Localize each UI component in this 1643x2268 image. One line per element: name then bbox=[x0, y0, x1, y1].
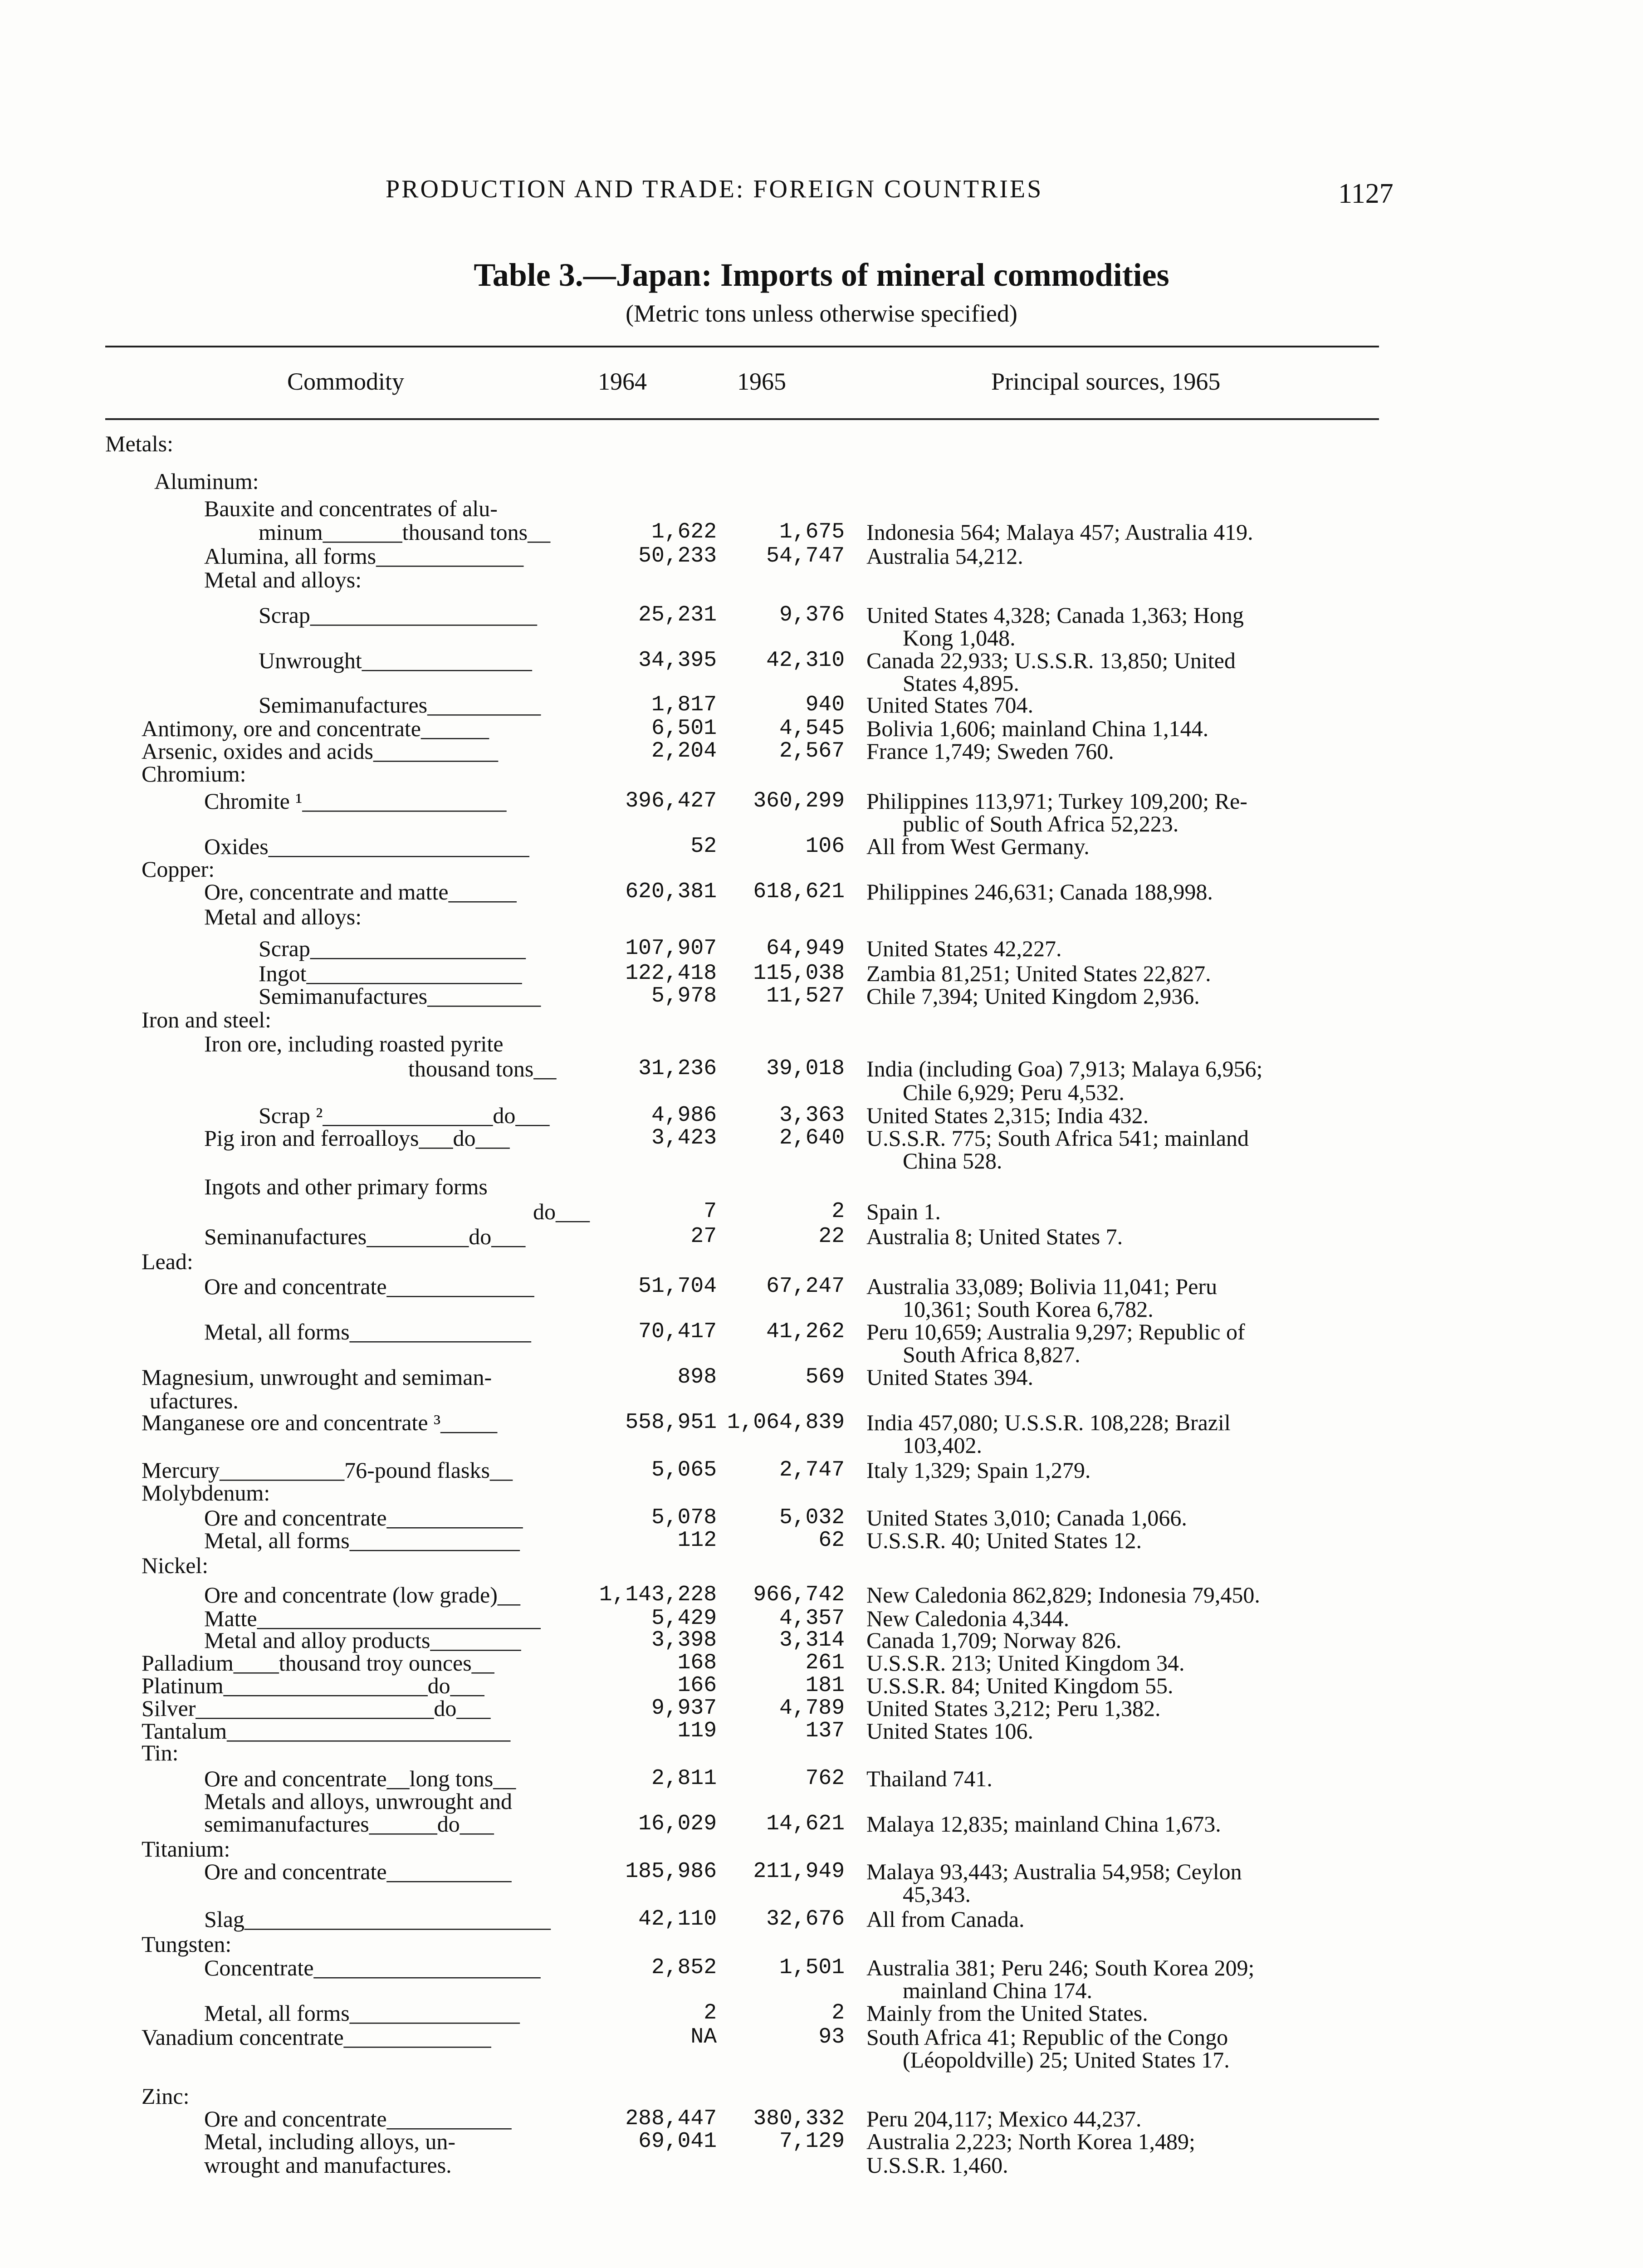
row-value-1965: 62 bbox=[818, 1528, 845, 1553]
row-commodity: Ore and concentrate_____________ bbox=[204, 1274, 534, 1299]
row-commodity: ufactures. bbox=[150, 1388, 239, 1413]
row-commodity: Antimony, ore and concentrate______ bbox=[142, 716, 489, 741]
row-commodity: Arsenic, oxides and acids___________ bbox=[142, 738, 498, 764]
row-principal-sources: France 1,749; Sweden 760. bbox=[866, 738, 1114, 764]
row-value-1965: 32,676 bbox=[766, 1907, 845, 1931]
row-value-1964: 119 bbox=[677, 1719, 717, 1743]
row-principal-sources: public of South Africa 52,223. bbox=[903, 811, 1179, 836]
row-value-1965: 115,038 bbox=[753, 961, 845, 986]
row-commodity: Metal, all forms_______________ bbox=[204, 2000, 520, 2026]
row-commodity: minum_______thousand tons__ bbox=[259, 519, 551, 545]
row-principal-sources: (Léopoldville) 25; United States 17. bbox=[903, 2047, 1230, 2072]
row-value-1965: 762 bbox=[805, 1766, 845, 1791]
row-value-1965: 54,747 bbox=[766, 544, 845, 568]
table-row bbox=[0, 1882, 1643, 1906]
row-commodity: Lead: bbox=[142, 1249, 193, 1274]
row-principal-sources: All from West Germany. bbox=[866, 834, 1090, 859]
row-value-1965: 22 bbox=[818, 1224, 845, 1249]
row-principal-sources: United States 2,315; India 432. bbox=[866, 1103, 1149, 1128]
row-value-1964: 558,951 bbox=[625, 1410, 717, 1435]
row-commodity: Pig iron and ferroalloys___do___ bbox=[204, 1125, 510, 1151]
row-value-1964: 2,204 bbox=[651, 739, 717, 763]
row-commodity: Scrap ²_______________do___ bbox=[259, 1103, 550, 1128]
row-value-1965: 569 bbox=[805, 1365, 845, 1389]
table-row bbox=[0, 1719, 1643, 1743]
table-row bbox=[0, 649, 1643, 672]
table-row bbox=[0, 1651, 1643, 1675]
table-row bbox=[0, 2153, 1643, 2177]
row-principal-sources: All from Canada. bbox=[866, 1906, 1025, 1932]
row-commodity: Seminanufactures_________do___ bbox=[204, 1224, 526, 1249]
row-commodity: Concentrate____________________ bbox=[204, 1955, 541, 1980]
table-row bbox=[0, 717, 1643, 740]
row-commodity: semimanufactures______do___ bbox=[204, 1811, 494, 1837]
row-principal-sources: Zambia 81,251; United States 22,827. bbox=[866, 961, 1211, 986]
row-value-1965: 2,640 bbox=[779, 1126, 845, 1150]
row-principal-sources: India 457,080; U.S.S.R. 108,228; Brazil bbox=[866, 1410, 1231, 1435]
row-commodity: Magnesium, unwrought and semiman- bbox=[142, 1364, 492, 1390]
row-value-1964: 34,395 bbox=[638, 648, 717, 673]
table-row bbox=[0, 1907, 1643, 1931]
row-value-1964: 70,417 bbox=[638, 1320, 717, 1344]
table-row bbox=[0, 626, 1643, 650]
table-row bbox=[0, 1008, 1643, 1031]
table-row bbox=[0, 1057, 1643, 1080]
row-commodity: Ingots and other primary forms bbox=[204, 1174, 488, 1199]
table-row bbox=[0, 520, 1643, 544]
row-value-1965: 9,376 bbox=[779, 603, 845, 627]
table-row bbox=[0, 1250, 1643, 1273]
table-row bbox=[0, 2001, 1643, 2025]
row-value-1964: 51,704 bbox=[638, 1274, 717, 1299]
row-principal-sources: Chile 7,394; United Kingdom 2,936. bbox=[866, 983, 1200, 1009]
table-row bbox=[0, 1149, 1643, 1173]
table-row bbox=[0, 1126, 1643, 1150]
row-value-1964: 2,852 bbox=[651, 1955, 717, 1980]
table-row bbox=[0, 1200, 1643, 1223]
table-row bbox=[0, 835, 1643, 858]
row-commodity: Ore and concentrate (low grade)__ bbox=[204, 1582, 520, 1608]
row-principal-sources: Philippines 246,631; Canada 188,998. bbox=[866, 879, 1213, 904]
row-commodity: Metal and alloy products________ bbox=[204, 1628, 521, 1653]
table-row bbox=[0, 789, 1643, 813]
table-row bbox=[0, 2107, 1643, 2131]
row-value-1964: 6,501 bbox=[651, 716, 717, 741]
row-value-1964: 122,418 bbox=[625, 961, 717, 986]
table-row bbox=[0, 962, 1643, 985]
table-row bbox=[0, 1411, 1643, 1434]
table-row bbox=[0, 880, 1643, 904]
row-value-1965: 137 bbox=[805, 1719, 845, 1743]
row-commodity: Alumina, all forms_____________ bbox=[204, 543, 524, 569]
row-principal-sources: States 4,895. bbox=[903, 670, 1019, 696]
row-value-1965: 4,357 bbox=[779, 1606, 845, 1631]
table-row bbox=[0, 1343, 1643, 1366]
row-commodity: wrought and manufactures. bbox=[204, 2152, 452, 2178]
row-commodity: Ore and concentrate__long tons__ bbox=[204, 1766, 516, 1791]
row-commodity: Tungsten: bbox=[142, 1931, 232, 1957]
row-value-1964: 185,986 bbox=[625, 1859, 717, 1884]
row-commodity: Ore and concentrate___________ bbox=[204, 1859, 512, 1884]
row-principal-sources: Thailand 741. bbox=[866, 1766, 993, 1791]
row-commodity: Metal, all forms_______________ bbox=[204, 1528, 520, 1553]
row-value-1964: 396,427 bbox=[625, 789, 717, 813]
header-1964: 1964 bbox=[598, 368, 647, 395]
row-principal-sources: Malaya 93,443; Australia 54,958; Ceylon bbox=[866, 1859, 1242, 1884]
row-commodity: Ore and concentrate___________ bbox=[204, 2106, 512, 2131]
row-principal-sources: Australia 33,089; Bolivia 11,041; Peru bbox=[866, 1274, 1218, 1299]
row-value-1965: 1,501 bbox=[779, 1955, 845, 1980]
row-value-1965: 261 bbox=[805, 1651, 845, 1675]
table-row bbox=[0, 432, 1643, 455]
row-commodity: Chromium: bbox=[142, 761, 246, 787]
row-value-1965: 1,675 bbox=[779, 520, 845, 544]
row-value-1965: 41,262 bbox=[766, 1320, 845, 1344]
row-principal-sources: India (including Goa) 7,913; Malaya 6,956; bbox=[866, 1056, 1263, 1081]
row-value-1965: 67,247 bbox=[766, 1274, 845, 1299]
row-principal-sources: United States 704. bbox=[866, 692, 1034, 718]
row-commodity: Zinc: bbox=[142, 2083, 190, 2109]
table-row bbox=[0, 544, 1643, 568]
row-principal-sources: South Africa 41; Republic of the Congo bbox=[866, 2024, 1228, 2050]
row-commodity: Chromite ¹__________________ bbox=[204, 788, 507, 814]
table-row bbox=[0, 905, 1643, 929]
row-value-1964: 16,029 bbox=[638, 1812, 717, 1836]
row-commodity: Vanadium concentrate_____________ bbox=[142, 2024, 491, 2050]
row-principal-sources: Kong 1,048. bbox=[903, 625, 1016, 650]
row-principal-sources: Australia 8; United States 7. bbox=[866, 1224, 1123, 1249]
row-commodity: Mercury___________76-pound flasks__ bbox=[142, 1457, 513, 1483]
row-value-1965: 42,310 bbox=[766, 648, 845, 673]
row-principal-sources: Australia 54,212. bbox=[866, 543, 1023, 569]
row-value-1965: 966,742 bbox=[753, 1583, 845, 1607]
row-principal-sources: Malaya 12,835; mainland China 1,673. bbox=[866, 1811, 1221, 1837]
row-commodity: Semimanufactures__________ bbox=[259, 983, 541, 1009]
row-commodity: Tin: bbox=[142, 1740, 179, 1765]
row-value-1965: 618,621 bbox=[753, 880, 845, 904]
row-commodity: Nickel: bbox=[142, 1553, 209, 1578]
row-principal-sources: United States 4,328; Canada 1,363; Hong bbox=[866, 602, 1244, 628]
row-value-1964: 3,423 bbox=[651, 1126, 717, 1150]
row-commodity: Metals and alloys, unwrought and bbox=[204, 1789, 513, 1814]
table-row bbox=[0, 603, 1643, 627]
row-commodity: Unwrought_______________ bbox=[259, 648, 532, 673]
row-principal-sources: Peru 10,659; Australia 9,297; Republic of bbox=[866, 1319, 1245, 1344]
row-value-1965: 2,747 bbox=[779, 1458, 845, 1482]
row-value-1965: 5,032 bbox=[779, 1505, 845, 1530]
row-value-1964: 288,447 bbox=[625, 2107, 717, 2131]
table-row bbox=[0, 1583, 1643, 1607]
row-value-1964: NA bbox=[690, 2025, 717, 2049]
row-principal-sources: China 528. bbox=[903, 1148, 1002, 1173]
row-value-1965: 93 bbox=[818, 2025, 845, 2049]
table-row bbox=[0, 1979, 1643, 2002]
row-principal-sources: Australia 2,223; North Korea 1,489; bbox=[866, 2129, 1195, 2154]
table-row bbox=[0, 1789, 1643, 1813]
row-principal-sources: U.S.S.R. 213; United Kingdom 34. bbox=[866, 1650, 1185, 1676]
row-value-1965: 106 bbox=[805, 834, 845, 859]
table-title: Table 3.—Japan: Imports of mineral commodities bbox=[474, 257, 1169, 293]
table-row bbox=[0, 1458, 1643, 1482]
row-principal-sources: Spain 1. bbox=[866, 1199, 941, 1224]
table-row bbox=[0, 1741, 1643, 1765]
row-value-1965: 39,018 bbox=[766, 1056, 845, 1081]
row-commodity: Oxides_______________________ bbox=[204, 834, 529, 859]
row-value-1964: 31,236 bbox=[638, 1056, 717, 1081]
row-principal-sources: 45,343. bbox=[903, 1882, 971, 1907]
table-row bbox=[0, 1932, 1643, 1956]
row-value-1964: 1,143,228 bbox=[599, 1583, 717, 1607]
table-row bbox=[0, 1628, 1643, 1652]
row-commodity: Semimanufactures__________ bbox=[259, 692, 541, 718]
row-commodity: Matte_________________________ bbox=[204, 1606, 541, 1631]
table-row bbox=[0, 2084, 1643, 2108]
row-principal-sources: Australia 381; Peru 246; South Korea 209; bbox=[866, 1955, 1255, 1980]
row-commodity: Slag___________________________ bbox=[204, 1906, 551, 1932]
row-value-1964: 7 bbox=[704, 1199, 717, 1224]
row-principal-sources: United States 3,212; Peru 1,382. bbox=[866, 1696, 1161, 1721]
row-principal-sources: U.S.S.R. 1,460. bbox=[866, 2152, 1008, 2178]
row-value-1965: 7,129 bbox=[779, 2129, 845, 2154]
row-value-1964: 2 bbox=[704, 2001, 717, 2025]
row-value-1965: 3,314 bbox=[779, 1628, 845, 1652]
row-value-1965: 2,567 bbox=[779, 739, 845, 763]
row-value-1965: 380,332 bbox=[753, 2107, 845, 2131]
row-principal-sources: 103,402. bbox=[903, 1432, 982, 1458]
row-value-1965: 3,363 bbox=[779, 1103, 845, 1128]
table-row bbox=[0, 1104, 1643, 1127]
row-commodity: Ore and concentrate____________ bbox=[204, 1505, 523, 1530]
table-row bbox=[0, 1225, 1643, 1248]
row-value-1965: 4,789 bbox=[779, 1696, 845, 1721]
table-row bbox=[0, 1674, 1643, 1697]
row-commodity: Metal and alloys: bbox=[204, 567, 362, 592]
row-commodity: Scrap___________________ bbox=[259, 936, 526, 961]
row-commodity: Manganese ore and concentrate ³_____ bbox=[142, 1410, 498, 1435]
row-value-1964: 3,398 bbox=[651, 1628, 717, 1652]
row-commodity: Tantalum_________________________ bbox=[142, 1718, 511, 1744]
row-principal-sources: U.S.S.R. 775; South Africa 541; mainland bbox=[866, 1125, 1249, 1151]
table-row bbox=[0, 1320, 1643, 1344]
table-row bbox=[0, 937, 1643, 960]
row-value-1965: 64,949 bbox=[766, 936, 845, 961]
row-value-1964: 112 bbox=[677, 1528, 717, 1553]
row-value-1964: 2,811 bbox=[651, 1766, 717, 1791]
table-row bbox=[0, 671, 1643, 695]
table-row bbox=[0, 1554, 1643, 1577]
row-commodity: Metals: bbox=[105, 431, 173, 456]
row-commodity: do___ bbox=[533, 1199, 590, 1224]
row-value-1964: 1,817 bbox=[651, 693, 717, 717]
row-commodity: thousand tons__ bbox=[408, 1056, 557, 1081]
header-commodity: Commodity bbox=[287, 368, 405, 395]
table-row bbox=[0, 1297, 1643, 1321]
row-value-1965: 360,299 bbox=[753, 789, 845, 813]
table-row bbox=[0, 1607, 1643, 1630]
row-principal-sources: New Caledonia 862,829; Indonesia 79,450. bbox=[866, 1582, 1260, 1608]
row-commodity: Bauxite and concentrates of alu- bbox=[204, 496, 498, 521]
row-value-1965: 211,949 bbox=[753, 1859, 845, 1884]
table-row bbox=[0, 469, 1643, 493]
row-commodity: Scrap____________________ bbox=[259, 602, 537, 628]
row-principal-sources: United States 3,010; Canada 1,066. bbox=[866, 1505, 1187, 1530]
row-principal-sources: 10,361; South Korea 6,782. bbox=[903, 1296, 1154, 1322]
row-commodity: Aluminum: bbox=[154, 469, 259, 494]
table-row bbox=[0, 1506, 1643, 1530]
row-principal-sources: New Caledonia 4,344. bbox=[866, 1606, 1070, 1631]
row-value-1965: 181 bbox=[805, 1673, 845, 1698]
row-value-1964: 107,907 bbox=[625, 936, 717, 961]
table-row bbox=[0, 1365, 1643, 1389]
table-row bbox=[0, 1529, 1643, 1552]
row-value-1964: 620,381 bbox=[625, 880, 717, 904]
row-commodity: Titanium: bbox=[142, 1836, 230, 1862]
row-value-1964: 898 bbox=[677, 1365, 717, 1389]
row-value-1964: 52 bbox=[690, 834, 717, 859]
row-value-1965: 2 bbox=[831, 2001, 845, 2025]
row-value-1965: 1,064,839 bbox=[727, 1410, 845, 1435]
row-value-1964: 5,078 bbox=[651, 1505, 717, 1530]
table-row bbox=[0, 1481, 1643, 1505]
header-principal-sources: Principal sources, 1965 bbox=[991, 368, 1221, 395]
table-row bbox=[0, 2048, 1643, 2072]
table-subtitle: (Metric tons unless otherwise specified) bbox=[626, 300, 1017, 327]
row-principal-sources: Chile 6,929; Peru 4,532. bbox=[903, 1080, 1125, 1105]
table-row bbox=[0, 1433, 1643, 1457]
row-principal-sources: Mainly from the United States. bbox=[866, 2000, 1148, 2026]
table-row bbox=[0, 812, 1643, 836]
row-principal-sources: U.S.S.R. 84; United Kingdom 55. bbox=[866, 1673, 1174, 1698]
row-principal-sources: United States 394. bbox=[866, 1364, 1034, 1390]
row-value-1964: 166 bbox=[677, 1673, 717, 1698]
table-row bbox=[0, 1032, 1643, 1056]
row-value-1964: 9,937 bbox=[651, 1696, 717, 1721]
page-number: 1127 bbox=[1338, 178, 1394, 209]
row-principal-sources: Philippines 113,971; Turkey 109,200; Re- bbox=[866, 788, 1247, 814]
table-row bbox=[0, 497, 1643, 520]
row-commodity: Palladium____thousand troy ounces__ bbox=[142, 1650, 494, 1676]
table-row bbox=[0, 693, 1643, 717]
row-value-1964: 5,978 bbox=[651, 984, 717, 1008]
table-row bbox=[0, 1175, 1643, 1198]
table-row bbox=[0, 739, 1643, 763]
row-value-1964: 168 bbox=[677, 1651, 717, 1675]
row-commodity: Metal, all forms________________ bbox=[204, 1319, 531, 1344]
row-principal-sources: Indonesia 564; Malaya 457; Australia 419. bbox=[866, 519, 1253, 545]
row-commodity: Platinum__________________do___ bbox=[142, 1673, 484, 1698]
row-principal-sources: Canada 1,709; Norway 826. bbox=[866, 1628, 1122, 1653]
row-commodity: Iron ore, including roasted pyrite bbox=[204, 1031, 504, 1056]
row-principal-sources: United States 106. bbox=[866, 1718, 1034, 1744]
row-commodity: Iron and steel: bbox=[142, 1007, 272, 1032]
row-value-1965: 14,621 bbox=[766, 1812, 845, 1836]
running-head: PRODUCTION AND TRADE: FOREIGN COUNTRIES bbox=[386, 175, 1043, 203]
table-row bbox=[0, 1696, 1643, 1720]
table-row bbox=[0, 1389, 1643, 1413]
table-row bbox=[0, 1275, 1643, 1298]
row-value-1965: 4,545 bbox=[779, 716, 845, 741]
row-value-1964: 1,622 bbox=[651, 520, 717, 544]
row-value-1965: 11,527 bbox=[766, 984, 845, 1008]
header-1965: 1965 bbox=[737, 368, 786, 395]
row-value-1964: 42,110 bbox=[638, 1907, 717, 1931]
row-commodity: Copper: bbox=[142, 856, 215, 882]
row-commodity: Metal and alloys: bbox=[204, 904, 362, 929]
row-commodity: Ingot___________________ bbox=[259, 961, 522, 986]
table-row bbox=[0, 1956, 1643, 1980]
table-row bbox=[0, 1860, 1643, 1883]
table-row bbox=[0, 857, 1643, 881]
row-value-1964: 27 bbox=[690, 1224, 717, 1249]
table-row bbox=[0, 1080, 1643, 1104]
row-principal-sources: United States 42,227. bbox=[866, 936, 1062, 961]
row-commodity: Metal, including alloys, un- bbox=[204, 2129, 456, 2154]
row-principal-sources: Bolivia 1,606; mainland China 1,144. bbox=[866, 716, 1209, 741]
row-commodity: Silver_____________________do___ bbox=[142, 1696, 491, 1721]
row-commodity: Molybdenum: bbox=[142, 1480, 270, 1505]
table-row bbox=[0, 1767, 1643, 1790]
row-value-1964: 50,233 bbox=[638, 544, 717, 568]
row-principal-sources: South Africa 8,827. bbox=[903, 1342, 1081, 1367]
row-value-1964: 25,231 bbox=[638, 603, 717, 627]
table-row bbox=[0, 984, 1643, 1008]
table-row bbox=[0, 2130, 1643, 2153]
table-row bbox=[0, 2025, 1643, 2049]
row-value-1965: 940 bbox=[805, 693, 845, 717]
row-principal-sources: Italy 1,329; Spain 1,279. bbox=[866, 1457, 1091, 1483]
row-value-1964: 4,986 bbox=[651, 1103, 717, 1128]
row-principal-sources: Peru 204,117; Mexico 44,237. bbox=[866, 2106, 1142, 2131]
row-principal-sources: Canada 22,933; U.S.S.R. 13,850; United bbox=[866, 648, 1236, 673]
table-row bbox=[0, 1837, 1643, 1861]
row-value-1965: 2 bbox=[831, 1199, 845, 1224]
row-value-1964: 69,041 bbox=[638, 2129, 717, 2154]
row-commodity: Ore, concentrate and matte______ bbox=[204, 879, 517, 904]
table-row bbox=[0, 1812, 1643, 1836]
row-principal-sources: U.S.S.R. 40; United States 12. bbox=[866, 1528, 1142, 1553]
row-value-1964: 5,065 bbox=[651, 1458, 717, 1482]
row-value-1964: 5,429 bbox=[651, 1606, 717, 1631]
row-principal-sources: mainland China 174. bbox=[903, 1978, 1092, 2003]
table-row bbox=[0, 568, 1643, 591]
table-row bbox=[0, 762, 1643, 786]
